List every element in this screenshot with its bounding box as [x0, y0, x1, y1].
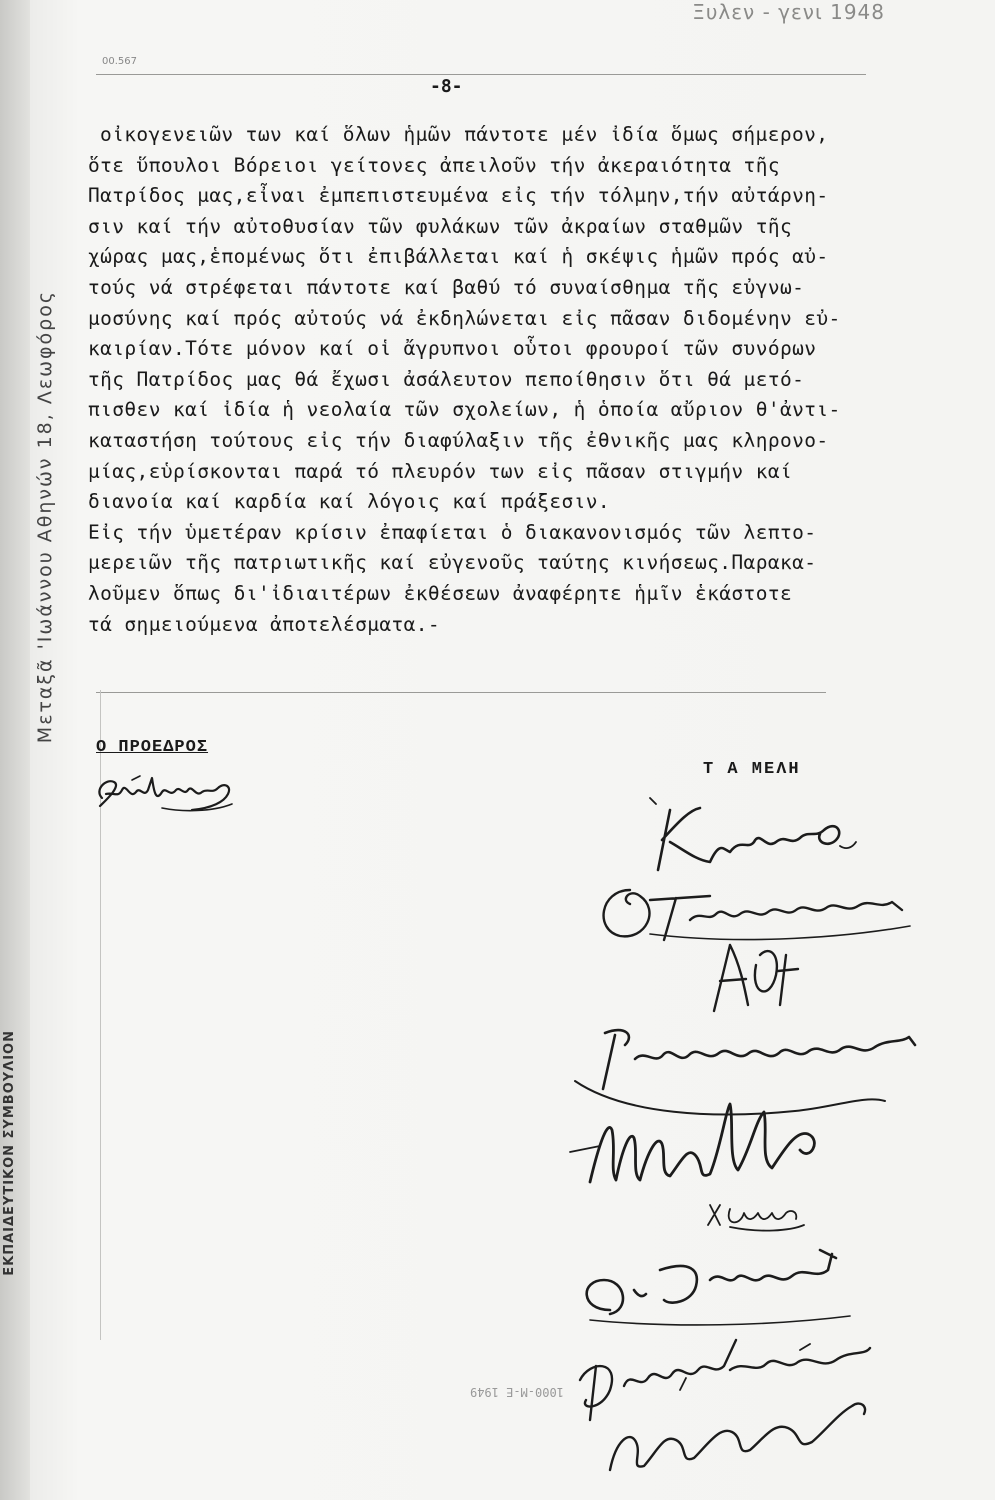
edge-vertical-text: ΕΚΠΑΙΔΕΥΤΙΚΟΝ ΣΥΜΒΟΥΛΙΟΝ	[2, 1030, 17, 1276]
margin-letterhead-text: Μεταξᾶ 'Ιωάννου Αθηνών 18, Λεωφόρος	[34, 290, 56, 744]
body-line: λοῦμεν ὅπως δι'ἰδιαιτέρων ἐκθέσεων ἀναφέρητε ἡμῖν ἑκάστοτε	[88, 581, 793, 605]
archive-stamp: Ξυλεν - γενι 1948	[692, 0, 885, 24]
member-signature	[560, 1330, 890, 1484]
body-line: σιν καί τήν αὐτοθυσίαν τῶν φυλάκων τῶν ἀκραίων σταθμῶν τῆς	[88, 214, 793, 238]
body-line: μίας,εὑρίσκονται παρά τό πλευρόν των εἰς πᾶσαν στιγμήν καί	[88, 459, 793, 483]
body-line: τούς νά στρέφεται πάντοτε καί βαθύ τό συναίσθημα τῆς εὐγνω-	[88, 275, 805, 299]
president-signature	[92, 768, 242, 822]
body-line: τά σημειούμενα ἀποτελέσματα.-	[88, 612, 441, 636]
body-line: μερειῶν τῆς πατριωτικῆς καί εὐγενοῦς ταύτης κινήσεως.Παρακα-	[88, 551, 817, 575]
body-line: Εἰς τήν ὑμετέραν κρίσιν ἐπαφίεται ὁ διακανονισμός τῶν λεπτο-	[88, 520, 817, 544]
body-line: Πατρίδος μας,εἶναι ἐμπεπιστευμένα εἰς τήν τόλμην,τήν αὐτάρνη-	[88, 184, 829, 208]
body-line: ὅτε ὕπουλοι Βόρειοι γείτονες ἀπειλοῦν τήν ἀκεραιότητα τῆς	[88, 153, 780, 177]
president-title: Ο ΠΡΟΕΔΡΟΣ	[96, 738, 209, 757]
body-line: διανοία καί καρδία καί λόγοις καί πράξεσιν.	[88, 490, 611, 514]
member-signature	[700, 935, 810, 1019]
corner-label: 00.567	[102, 56, 137, 67]
body-line: τῆς Πατρίδος μας θά ἔχωσι ἀσάλευτον πεποίθησιν ὅτι θά μετό-	[88, 367, 805, 391]
member-signature	[560, 1090, 840, 1204]
body-line: πισθεν καί ἰδία ἡ νεολαία τῶν σχολείων, ἡ ὁποία αὔριον θ'ἀντι-	[88, 398, 841, 422]
body-line: χώρας μας,ἑπομένως ὅτι ἐπιβάλλεται καί ἡ σκέψις ἡμῶν πρός αὐ-	[88, 245, 829, 269]
member-signature	[570, 1240, 870, 1334]
members-title: Τ Α ΜΕΛΗ	[703, 760, 801, 779]
body-line: καιρίαν.Τότε μόνον καί οἱ ἄγρυπνοι οὗτοι φρουροί τῶν συνόρων	[88, 337, 817, 361]
body-line: καταστήση τούτους εἰς τήν διαφύλαξιν τῆς ἐθνικῆς μας κληρονο-	[88, 428, 829, 452]
footer-stamp: 1000-Μ-Ε 1949	[470, 1385, 564, 1399]
letter-body	[88, 120, 948, 640]
top-rule	[96, 74, 866, 75]
page-number: -8-	[430, 76, 463, 97]
member-signature	[700, 1195, 810, 1239]
body-line: οἰκογενειῶν των καί ὅλων ἡμῶν πάντοτε μέν ἰδία ὅμως σήμερον,	[100, 123, 829, 146]
body-line: μοσύνης καί πρός αὐτούς νά ἐκδηλώνεται εἰς πᾶσαν διδομένην εὐ-	[88, 306, 841, 330]
bottom-rule	[96, 692, 826, 693]
